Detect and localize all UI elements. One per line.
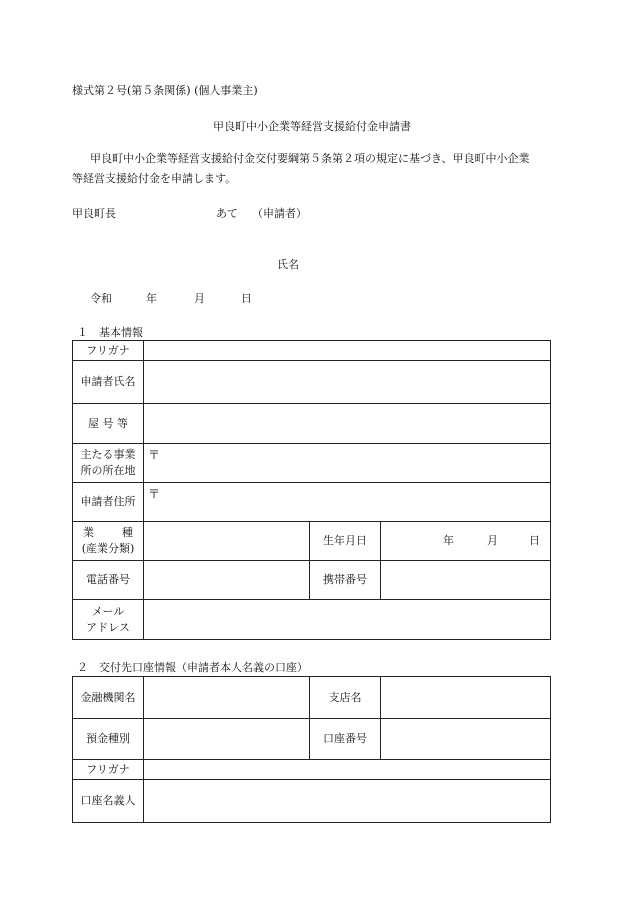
birthdate-year: 年 (443, 534, 454, 547)
mobile-field[interactable] (381, 561, 551, 600)
account-type-label: 預金種別 (73, 719, 144, 760)
email-field[interactable] (144, 600, 551, 640)
account-furigana-field[interactable] (144, 760, 551, 780)
applicant-label: （申請者） (252, 207, 307, 220)
document-title: 甲良町中小企業等経営支援給付金申請書 (213, 120, 411, 133)
furigana-label: フリガナ (73, 341, 144, 361)
date-month: 月 (194, 292, 205, 305)
branch-field[interactable] (381, 677, 551, 719)
furigana-field[interactable] (144, 341, 551, 361)
ate-label: あて (216, 207, 238, 220)
birthdate-label: 生年月日 (310, 522, 381, 561)
account-number-label: 口座番号 (310, 719, 381, 760)
office-location-label-line2: 所の所在地 (80, 464, 136, 477)
form-number: 様式第２号(第５条関係) (個人事業主) (72, 84, 258, 97)
office-location-label-line1: 主たる事業 (80, 448, 136, 461)
date-year: 年 (146, 292, 157, 305)
industry-field[interactable] (144, 522, 310, 561)
account-type-field[interactable] (144, 719, 310, 760)
postal-mark-office: 〒 (148, 448, 161, 462)
birthdate-day: 日 (529, 534, 540, 547)
addressee: 甲良町長 (72, 207, 116, 220)
date-era: 令和 (90, 292, 112, 305)
date-day: 日 (241, 292, 252, 305)
office-location-label (73, 444, 144, 483)
postal-mark-address: 〒 (148, 487, 161, 501)
mobile-label: 携帯番号 (310, 561, 381, 600)
email-label-line1: メール (91, 604, 125, 618)
industry-label-line1 (73, 525, 143, 541)
phone-field[interactable] (144, 561, 310, 600)
yago-label: 屋 号 等 (73, 404, 144, 444)
body-text-line1: 甲良町中小企業等経営支援給付金交付要綱第５条第２項の規定に基づき、甲良町中小企業 (90, 152, 530, 165)
bank-label: 金融機関名 (73, 677, 144, 719)
account-holder-field[interactable] (144, 780, 551, 823)
address-field[interactable] (144, 483, 551, 522)
applicant-name-field[interactable] (144, 361, 551, 404)
address-label: 申請者住所 (73, 483, 144, 522)
industry-label (73, 522, 144, 561)
branch-label: 支店名 (310, 677, 381, 719)
email-label (73, 600, 144, 640)
account-info-table (72, 676, 551, 823)
email-label-line2: アドレス (86, 620, 130, 634)
applicant-name-label: 申請者氏名 (73, 361, 144, 404)
phone-label: 電話番号 (73, 561, 144, 600)
account-number-field[interactable] (381, 719, 551, 760)
body-text-line2: 等経営支援給付金を申請します。 (72, 172, 237, 185)
basic-info-table (72, 340, 551, 640)
industry-label-line2: (産業分類) (81, 542, 135, 555)
office-location-field[interactable] (144, 444, 551, 483)
bank-field[interactable] (144, 677, 310, 719)
name-label: 氏名 (277, 258, 299, 271)
industry-label-char2: 種 (122, 526, 133, 539)
birthdate-month: 月 (487, 534, 498, 547)
industry-label-char1: 業 (83, 526, 94, 539)
section2-heading: ２ 交付先口座情報（申請者本人名義の口座） (77, 661, 308, 674)
birthdate-field[interactable] (381, 522, 551, 561)
yago-field[interactable] (144, 404, 551, 444)
account-furigana-label: フリガナ (73, 760, 144, 780)
section1-heading: １ 基本情報 (77, 326, 143, 339)
account-holder-label: 口座名義人 (73, 780, 144, 823)
